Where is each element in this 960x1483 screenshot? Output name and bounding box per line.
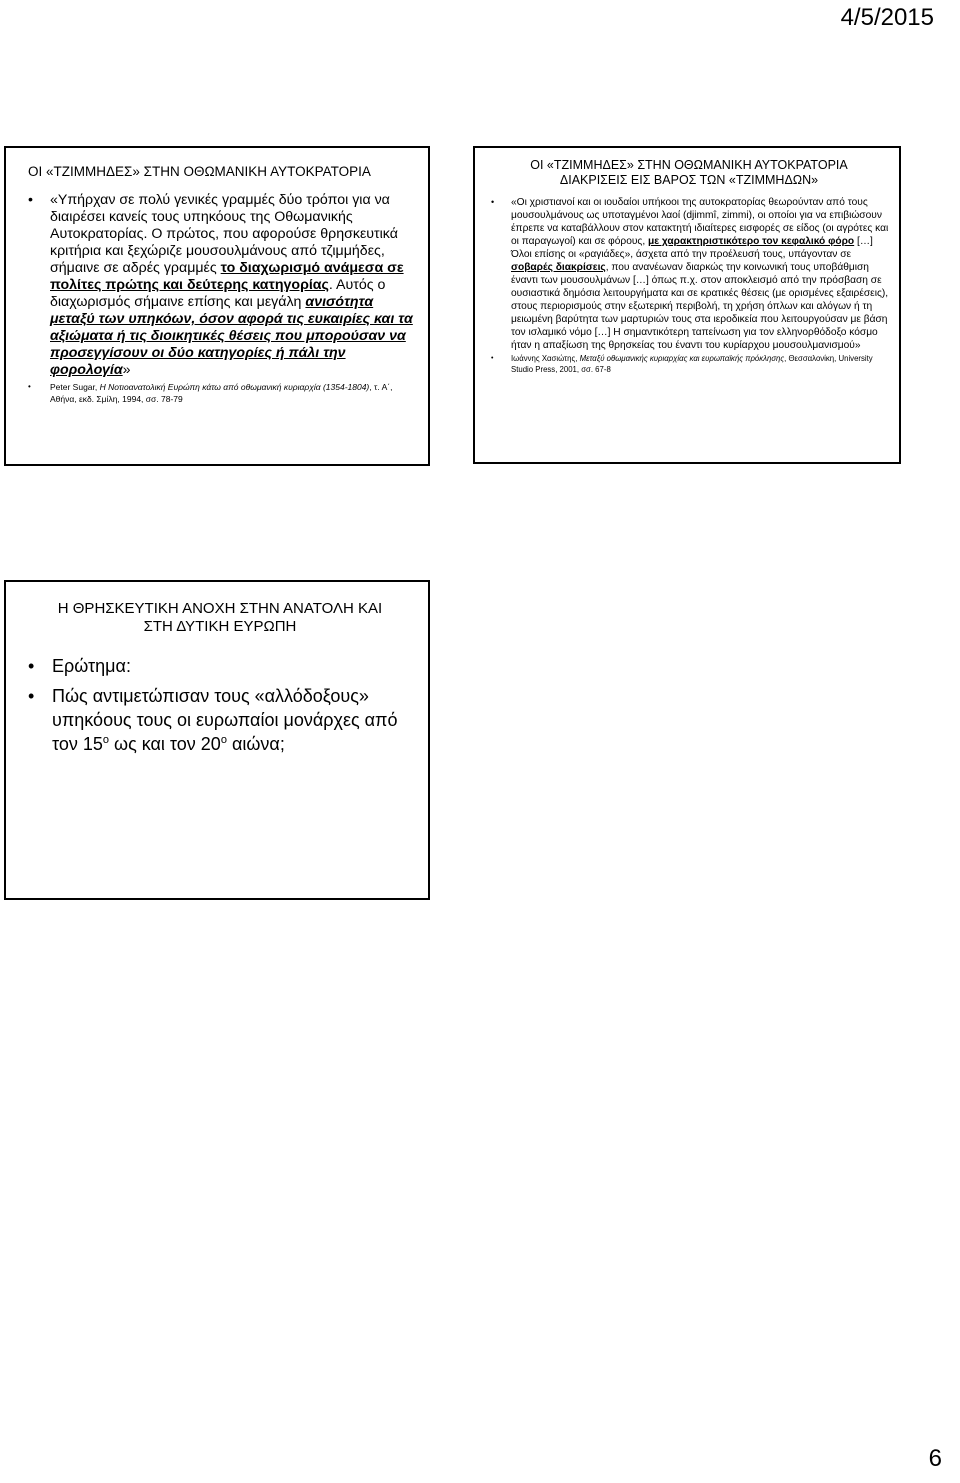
page-number: 6 — [928, 1445, 942, 1472]
ordinal-superscript: ο — [220, 734, 227, 746]
page-date: 4/5/2015 — [840, 4, 934, 31]
question-text: Πώς αντιμετώπισαν τους «αλλόδοξους» υπηκόους τους οι ευρωπαίοι μονάρχες από τον 15 — [52, 686, 398, 754]
slide-title-line1: Η ΘΡΗΣΚΕΥΤΙΚΗ ΑΝΟΧΗ ΣΤΗΝ ΑΝΑΤΟΛΗ ΚΑΙ — [57, 600, 383, 617]
quote-bullet — [489, 196, 889, 352]
slide-tzimmides-1 — [4, 146, 430, 466]
quote-emphasis: το διαχωρισμό ανάμεσα σε πολίτες πρώτης και δεύτερης κατηγορίας — [50, 260, 404, 294]
quote-close: » — [122, 362, 131, 379]
reference-bullet — [28, 381, 414, 405]
slide-title-line2: ΣΤΗ ΔΥΤΙΚΗ ΕΥΡΩΠΗ — [143, 618, 297, 635]
quote-text-continued: […] Όλοι επίσης οι «ραγιάδες», άσχετα από την προέλευσή τους, υπάγονταν σε — [511, 236, 873, 260]
question-text-end: αιώνα; — [226, 734, 285, 754]
slide-tzimmides-2 — [473, 146, 901, 464]
quote-bullet — [28, 192, 414, 379]
question-label: Ερώτημα: — [52, 656, 131, 676]
reference-author: Peter Sugar, — [50, 382, 100, 393]
slide-title-line2: ΔΙΑΚΡΙΣΕΙΣ ΕΙΣ ΒΑΡΟΣ ΤΩΝ «ΤΖΙΜΜΗΔΩΝ» — [559, 173, 819, 187]
ordinal-superscript: ο — [102, 734, 110, 746]
quote-emphasis: με χαρακτηριστικότερο τον κεφαλικό φόρο — [648, 236, 855, 247]
slide-title: ΟΙ «ΤΖΙΜΜΗΔΕΣ» ΣΤΗΝ ΟΘΩΜΑΝΙΚΗ ΑΥΤΟΚΡΑΤΟΡΙΑ — [28, 164, 371, 179]
slide-title — [489, 158, 889, 188]
reference-bullet — [489, 353, 889, 375]
quote-text: «Υπήρχαν σε πολύ γενικές γραμμές δύο τρόποι για να διαιρέσει κανείς τους υπηκόους της Οθωμανικής Αυτοκρατορίας. Ο πρώτος, που αφορούσε θρησκευτικά κριτήρια και ξεχώριζε μουσουλμάνους από τζιμμήδες, σήμαινε σε αδρές γραμμές — [50, 192, 398, 277]
slide-title — [24, 600, 416, 636]
bullet-list — [28, 192, 414, 405]
reference-author: Ιωάννης Χασιώτης, — [511, 354, 580, 363]
quote-text-end: , που ανανέωναν διαρκώς την κοινωνική τους υποβάθμιση έναντι των μουσουλμάνων […] όπως π.χ. στον αποκλεισμό από την πρόσβαση σε ουσιαστικά δημόσια λειτουργήματα και σε κρατικές θέσεις (με ορισμένες εξαιρέσεις), στους περιορισμούς στην εξωτερική περιβολή, τη χρήση όπλων και αλόγων ή τη μειωμένη βαρύτητα των μαρτυριών τους στα ιεροδικεία που λειτουργούσαν με βάση τον ισλαμικό νόμο […] Η σημαντικότερη ταπείνωση για τον ελληνορθόδοξο κόσμο ήταν η απαξίωση της θρησκείας του έναντι του κυρίαρχου μουσουλμανισμού» — [511, 262, 889, 351]
quote-emphasis-italic: ανισότητα μεταξύ των υπηκόων, όσον αφορά τις ευκαιρίες και τα αξιώματα ή τις διοικητικές θέσεις που μπορούσαν να προσεγγίσουν οι δύο κατηγορίες ή πάλι την φορολογία — [50, 294, 413, 379]
reference-title: Μεταξύ οθωμανικής κυριαρχίας και ευρωπαϊκής πρόκλησης — [579, 354, 785, 363]
question-bullet — [24, 684, 416, 756]
quote-text: «Οι χριστιανοί και οι ιουδαίοι υπήκοοι της αυτοκρατορίας θεωρούνταν από τους μουσουλμάνους ως υποταγμένοι λαοί (djimmî, zimmi), οι οποίοι για να επιβιώσουν έπρεπε να καταβάλλουν στον κατακτητή ιδιαίτερες εισφορές σε είδος (οι αγρότες και οι παραγωγοί) και σε φόρους, — [511, 197, 889, 247]
slide-religious-tolerance — [4, 580, 430, 900]
reference-details: , Θεσσαλονίκη, University Studio Press, 2001, σσ. 67-8 — [511, 354, 873, 374]
quote-emphasis: σοβαρές διακρίσεις — [511, 262, 606, 273]
question-label-bullet — [24, 654, 416, 678]
bullet-list — [24, 654, 416, 756]
reference-title: Η Νοτιοανατολική Ευρώπη κάτω από οθωμανική κυριαρχία (1354-1804) — [99, 382, 370, 393]
bullet-list — [489, 196, 889, 375]
question-text-continued: ως και τον 20 — [109, 734, 221, 754]
reference-details: , τ. Α΄, Αθήνα, εκδ. Σμίλη, 1994, σσ. 78-79 — [50, 382, 393, 405]
quote-text-continued: . Αυτός ο διαχωρισμός σήμαινε επίσης και μεγάλη — [50, 277, 386, 311]
slide-title-line1: ΟΙ «ΤΖΙΜΜΗΔΕΣ» ΣΤΗΝ ΟΘΩΜΑΝΙΚΗ ΑΥΤΟΚΡΑΤΟΡΙΑ — [530, 158, 848, 172]
